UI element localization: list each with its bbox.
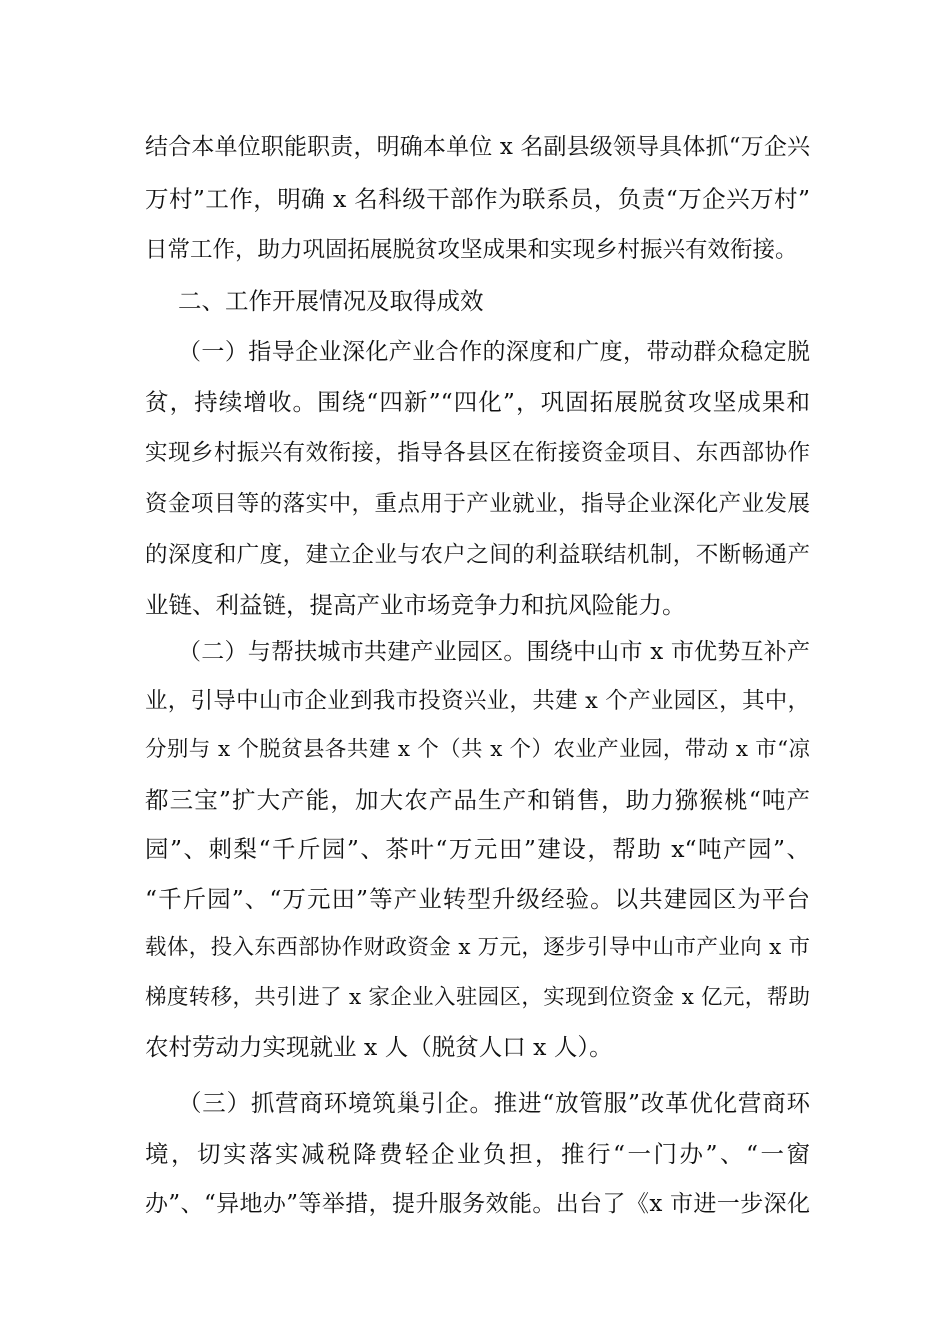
body-text-line: 实现乡村振兴有效衔接，指导各县区在衔接资金项目、东西部协作 — [145, 440, 810, 466]
body-text-line: （二）与帮扶城市共建产业园区。围绕中山市 x 市优势互补产 — [178, 639, 810, 665]
body-text-line: 境，切实落实减税降费轻企业负担，推行“一门办”、“一窗 — [145, 1140, 810, 1168]
body-text-line: 结合本单位职能职责，明确本单位 x 名副县级领导具体抓“万企兴 — [145, 134, 810, 160]
body-text-line: 都三宝”扩大产能，加大农产品生产和销售，助力猕猴桃“吨产 — [145, 786, 810, 814]
section-heading: 二、工作开展情况及取得成效 — [178, 287, 484, 315]
body-text-line: 分别与 x 个脱贫县各共建 x 个（共 x 个）农业产业园，带动 x 市“凉 — [145, 737, 810, 762]
body-text-line: 业链、利益链，提高产业市场竞争力和抗风险能力。 — [145, 591, 686, 619]
body-text-line: 资金项目等的落实中，重点用于产业就业，指导企业深化产业发展 — [145, 491, 810, 517]
body-text-line: 贫，持续增收。围绕“四新”“四化”，巩固拓展脱贫攻坚成果和 — [145, 388, 810, 416]
body-text-line: 业，引导中山市企业到我市投资兴业，共建 x 个产业园区，其中， — [145, 688, 810, 714]
body-text-line: 梯度转移，共引进了 x 家企业入驻园区，实现到位资金 x 亿元，帮助 — [145, 985, 810, 1010]
body-text-line: 日常工作，助力巩固拓展脱贫攻坚成果和实现乡村振兴有效衔接。 — [145, 237, 798, 263]
body-text-line: 万村”工作，明确 x 名科级干部作为联系员，负责“万企兴万村” — [145, 185, 810, 213]
body-text-line: （三）抓营商环境筑巢引企。推进“放管服”改革优化营商环 — [178, 1089, 810, 1117]
body-text-line: 办”、“异地办”等举措，提升服务效能。出台了《x 市进一步深化 — [145, 1191, 810, 1217]
body-text-line: 载体，投入东西部协作财政资金 x 万元，逐步引导中山市产业向 x 市 — [145, 935, 810, 960]
body-text-line: （一）指导企业深化产业合作的深度和广度，带动群众稳定脱 — [178, 339, 810, 365]
body-text-line: 农村劳动力实现就业 x 人（脱贫人口 x 人）。 — [145, 1033, 613, 1061]
body-text-line: 的深度和广度，建立企业与农户之间的利益联结机制，不断畅通产 — [145, 542, 810, 568]
body-text-line: “千斤园”、“万元田”等产业转型升级经验。以共建园区为平台 — [145, 885, 810, 913]
body-text-line: 园”、刺梨“千斤园”、茶叶“万元田”建设，帮助 x“吨产园”、 — [145, 835, 810, 863]
